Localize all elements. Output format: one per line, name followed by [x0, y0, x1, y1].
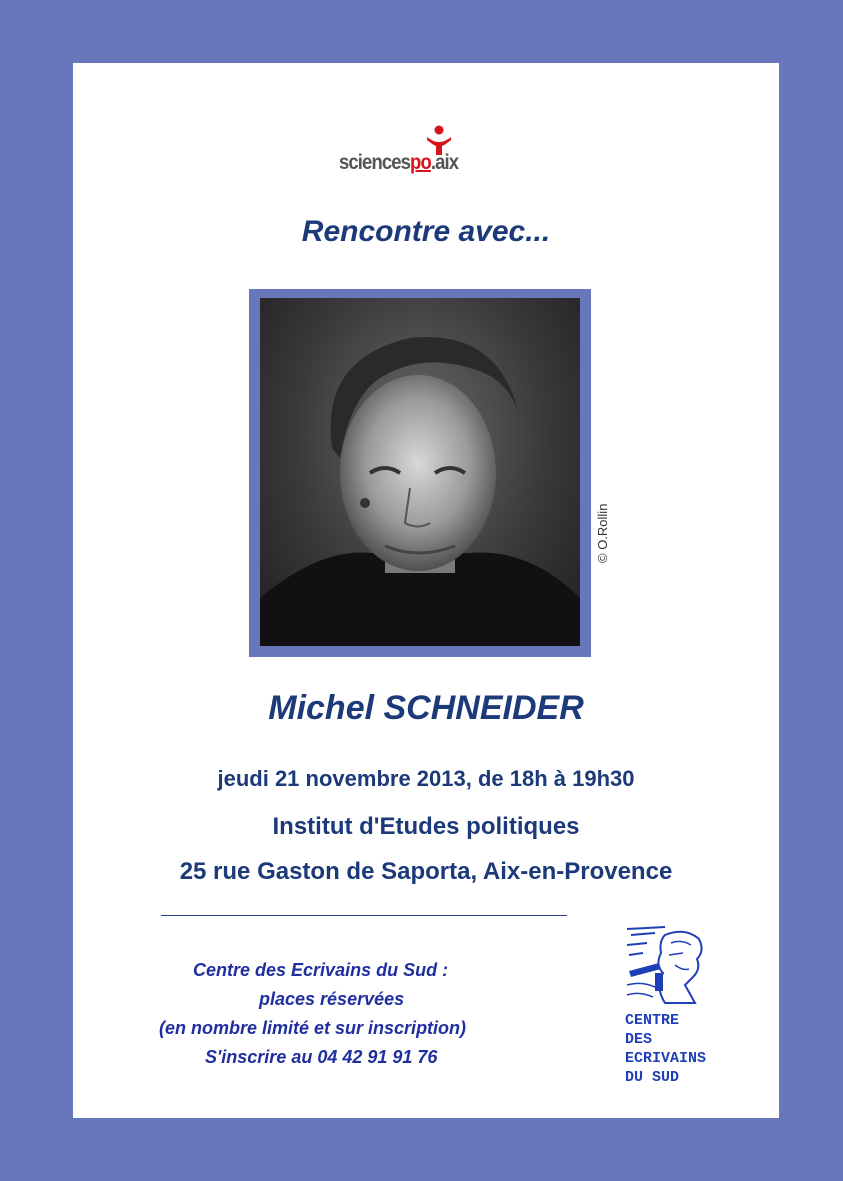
ces-line-3: ECRIVAINS	[625, 1050, 707, 1067]
ces-wordmark	[625, 1011, 707, 1087]
portrait-illustration	[260, 298, 580, 646]
event-date-time: jeudi 21 novembre 2013, de 18h à 19h30	[217, 766, 635, 791]
event-address: 25 rue Gaston de Saporta, Aix-en-Provence	[179, 858, 673, 885]
poster-sheet	[73, 63, 779, 1118]
writer-drawing-icon	[625, 925, 707, 1007]
centre-ecrivains-logo	[625, 925, 707, 1090]
info-line-3: (en nombre limité et sur inscription)	[159, 1018, 467, 1038]
portrait-photo	[260, 298, 580, 646]
ces-line-2: DES	[625, 1031, 653, 1048]
info-line-1: Centre des Ecrivains du Sud :	[193, 960, 449, 980]
registration-info	[143, 956, 583, 1072]
heading: Rencontre avec...	[301, 215, 551, 248]
info-line-4: S'inscrire au 04 42 91 91 76	[205, 1047, 438, 1067]
logo-suffix: .aix	[430, 151, 459, 174]
divider-line	[161, 915, 567, 916]
portrait-frame	[249, 289, 591, 657]
info-line-2: places réservées	[259, 989, 405, 1009]
photo-credit: © O.Rollin	[595, 503, 610, 563]
event-venue: Institut d'Etudes politiques	[272, 813, 580, 840]
logo-prefix: sciences	[339, 151, 411, 174]
sciencespo-aix-logo	[339, 125, 499, 185]
logo-highlight: po	[410, 151, 431, 174]
logo-wordmark	[339, 151, 480, 175]
ces-line-1: CENTRE	[625, 1012, 680, 1029]
speaker-name: Michel SCHNEIDER	[268, 689, 584, 727]
ces-line-4: DU SUD	[625, 1069, 680, 1086]
